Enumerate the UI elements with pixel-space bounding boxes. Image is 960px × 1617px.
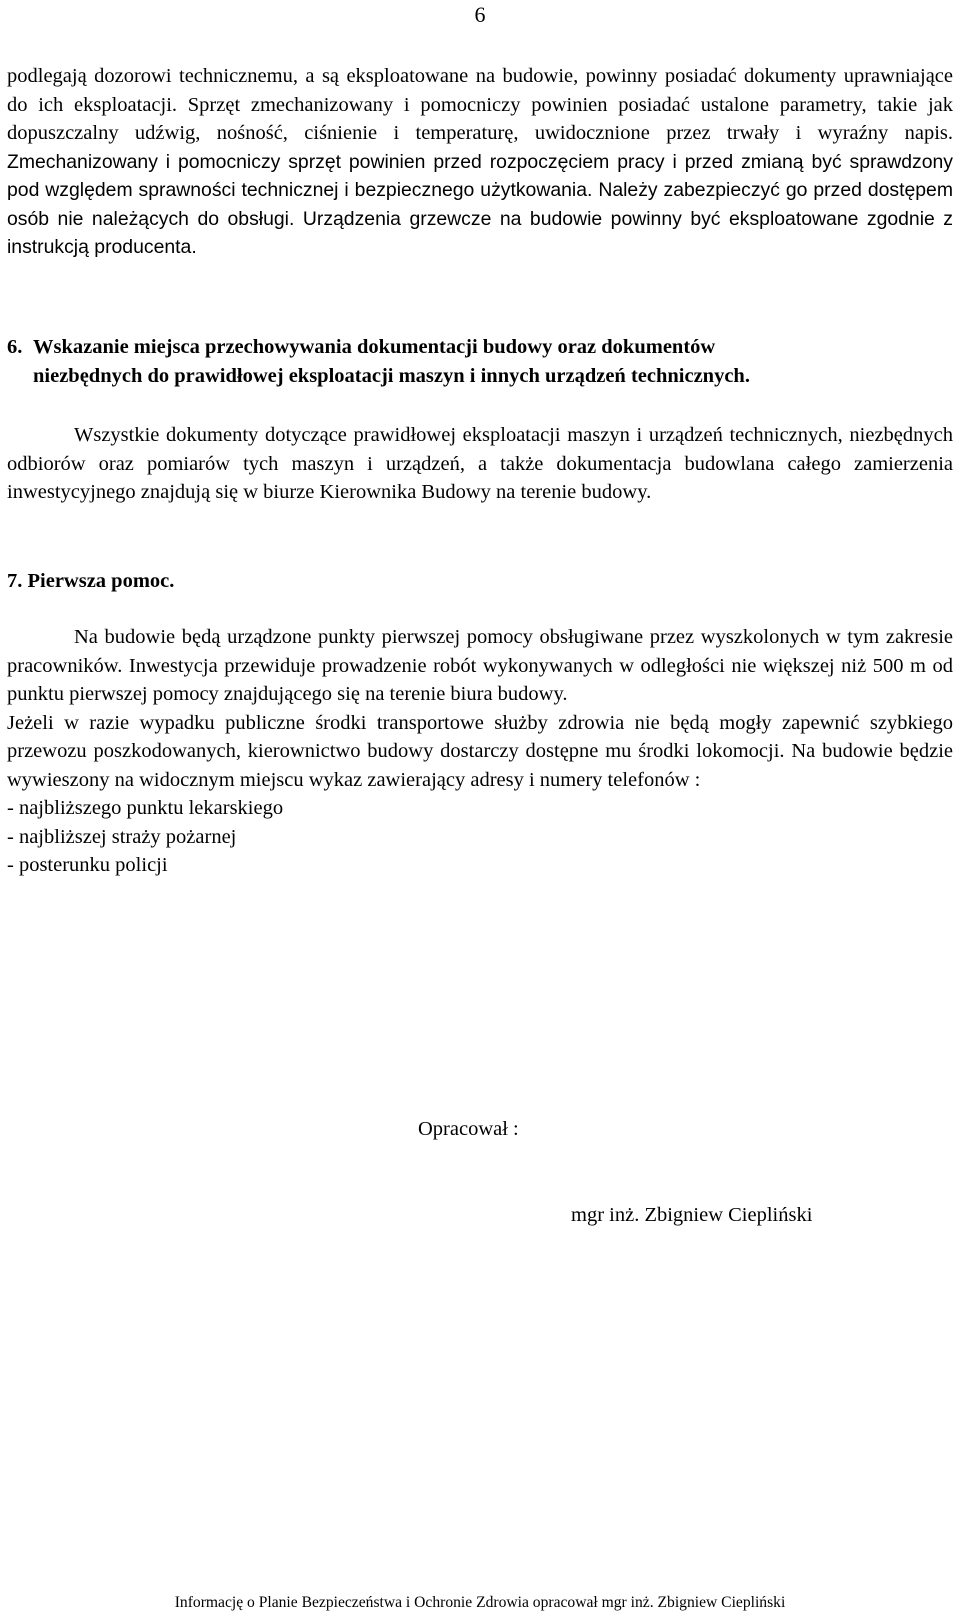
section-7-paragraph-2: Jeżeli w razie wypadku publiczne środki transportowe służby zdrowia nie będą mogły zapewnić szybkiego przewozu poszkodowanych, kierownictwo budowy dostarczy dostępne mu środki lokomocji. Na budowie będzie wywieszony na widocznym miejscu wykaz zawierający adresy i numery telefonów :: [7, 711, 953, 791]
section-6-paragraph: Wszystkie dokumenty dotyczące prawidłowej eksploatacji maszyn i urządzeń technicznych, niezbędnych odbiorów oraz pomiarów tych maszyn i urządzeń, a także dokumentacja budowlana całego zamierzenia inwestycyjnego znajdują się w biurze Kierownika Budowy na terenie budowy.: [7, 424, 953, 503]
intro-text-serif: podlegają dozorowi technicznemu, a są eksploatowane na budowie, powinny posiadać dokumenty uprawniające do ich eksploatacji. Sprzęt zmechanizowany i pomocniczy powinien posiadać ustalone parametry, takie jak dopuszczalny udźwig, nośność, ciśnienie i temperaturę, uwidocznione przez trwały i wyraźny napis.: [7, 65, 953, 144]
section-7-heading: 7. Pierwsza pomoc.: [7, 570, 175, 592]
page-number: 6: [474, 2, 486, 27]
section-7: [7, 567, 953, 596]
intro-text-sans: Zmechanizowany i pomocniczy sprzęt powinien przed rozpoczęciem pracy i przed zmianą być sprawdzony pod względem sprawności technicznej i bezpiecznego użytkowania. Należy zabezpieczyć go przed dostępem osób nie należących do obsługi. Urządzenia grzewcze na budowie powinny być eksploatowane zgodnie z instrukcją producenta.: [7, 150, 953, 258]
section-6-number: 6.: [7, 336, 23, 358]
emergency-contacts-list: [7, 794, 953, 880]
section-6-title-line1: Wskazanie miejsca przechowywania dokumentacji budowy oraz dokumentów: [33, 336, 716, 358]
signature-name: mgr inż. Zbigniew Ciepliński: [571, 1204, 813, 1226]
section-6: [7, 333, 953, 390]
section-6-heading: [7, 333, 953, 390]
section-6-title-line2: niezbędnych do prawidłowej eksploatacji maszyn i innych urządzeń technicznych.: [33, 364, 750, 387]
section-7-paragraph-1: Na budowie będą urządzone punkty pierwszej pomocy obsługiwane przez wyszkolonych w tym zakresie pracowników. Inwestycja przewiduje prowadzenie robót wykonywanych w odległości nie większej niż 500 m od punktu pierwszej pomocy znajdującego się na terenie biura budowy.: [7, 626, 953, 705]
section-7-body: [7, 623, 953, 880]
list-item: - najbliższego punktu lekarskiego: [7, 797, 284, 819]
intro-section: [7, 62, 953, 262]
list-item: - najbliższej straży pożarnej: [7, 825, 237, 848]
section-6-body: [7, 421, 953, 507]
list-item: - posterunku policji: [7, 854, 168, 876]
intro-paragraph: [7, 62, 953, 262]
signature-label: Opracował :: [418, 1118, 519, 1140]
page-footer: Informację o Planie Bezpieczeństwa i Ochronie Zdrowia opracował mgr inż. Zbigniew Ciepliński: [174, 1594, 786, 1611]
